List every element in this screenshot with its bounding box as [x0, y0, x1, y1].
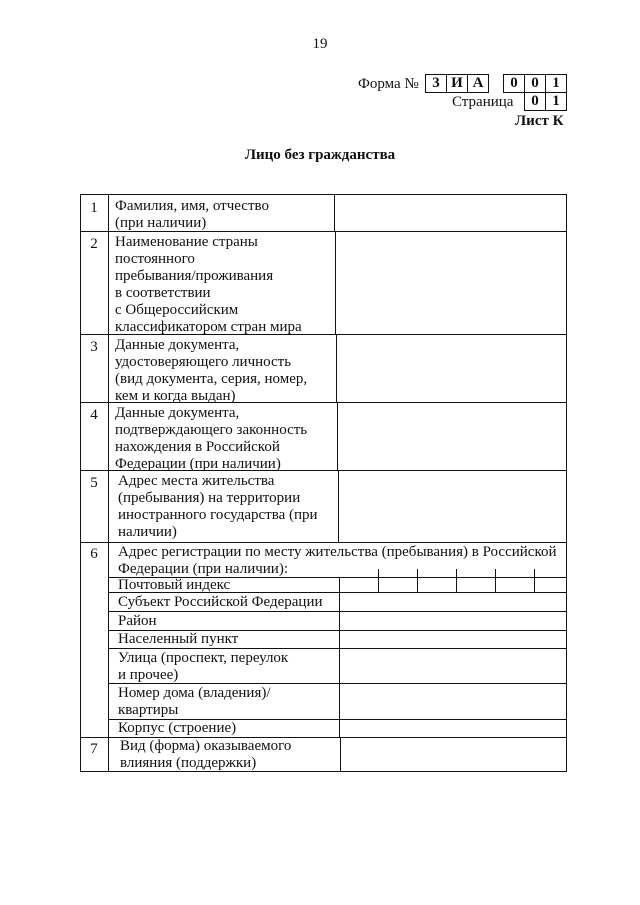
address-field-label: Корпус (строение) [118, 720, 237, 736]
address-field-label: Район [118, 613, 157, 629]
row-number: 2 [90, 236, 98, 252]
form-code-cell: И [446, 74, 468, 93]
value-divider [336, 335, 337, 403]
sheet-label: Лист К [515, 113, 564, 129]
form-code-cell: 3 [425, 74, 447, 93]
table-border-right [566, 194, 567, 772]
row-label: Адрес места жительства (пребывания) на территории иностранного государства (при наличии) [118, 473, 318, 540]
row-number: 3 [90, 339, 98, 355]
row-number: 5 [90, 475, 98, 491]
row-number: 4 [90, 407, 98, 423]
address-field-label: Почтовый индекс [118, 577, 231, 593]
form-code-cell: 0 [524, 74, 546, 93]
page-code-cell: 0 [524, 92, 546, 111]
subrow-separator [108, 648, 567, 649]
value-divider [334, 194, 335, 232]
value-divider [340, 737, 341, 772]
row-label: Данные документа, удостоверяющего личность (вид документа, серия, номер, кем и когда выдан) [115, 337, 308, 404]
form-number-label: Форма № [358, 76, 419, 92]
form-code-cell: 1 [545, 74, 567, 93]
row-label: Фамилия, имя, отчество (при наличии) [115, 198, 269, 231]
address-field-label: Улица (проспект, переулок и прочее) [118, 650, 289, 683]
row-number: 6 [90, 546, 98, 562]
table-border-top [80, 194, 567, 195]
address-field-label: Субъект Российской Федерации [118, 594, 323, 610]
row-number: 1 [90, 200, 98, 216]
page-number: 19 [312, 36, 328, 52]
form-code-cell: А [467, 74, 489, 93]
address-field-label: Номер дома (владения)/ квартиры [118, 685, 271, 718]
value-divider [335, 232, 336, 335]
value-divider [337, 403, 338, 471]
page-title: Лицо без гражданства [244, 147, 396, 163]
row-label: Адрес регистрации по месту жительства (пребывания) в Российской Федерации (при наличии): [118, 544, 557, 577]
table-column-divider [108, 194, 109, 772]
row-label: Наименование страны постоянного пребывания/проживания в соответствии с Общероссийским классификатором стран мира [115, 234, 302, 335]
row-label: Вид (форма) оказываемого влияния (поддержки) [120, 738, 292, 771]
form-code-cell: 0 [503, 74, 525, 93]
value-divider [338, 471, 339, 543]
page-label: Страница [452, 94, 514, 110]
row-number: 7 [90, 741, 98, 757]
row-label: Данные документа, подтверждающего законность нахождения в Российской Федерации (при наличии) [115, 405, 308, 472]
subrow-separator [108, 611, 567, 612]
page-code-cell: 1 [545, 92, 567, 111]
address-field-label: Населенный пункт [118, 631, 239, 647]
